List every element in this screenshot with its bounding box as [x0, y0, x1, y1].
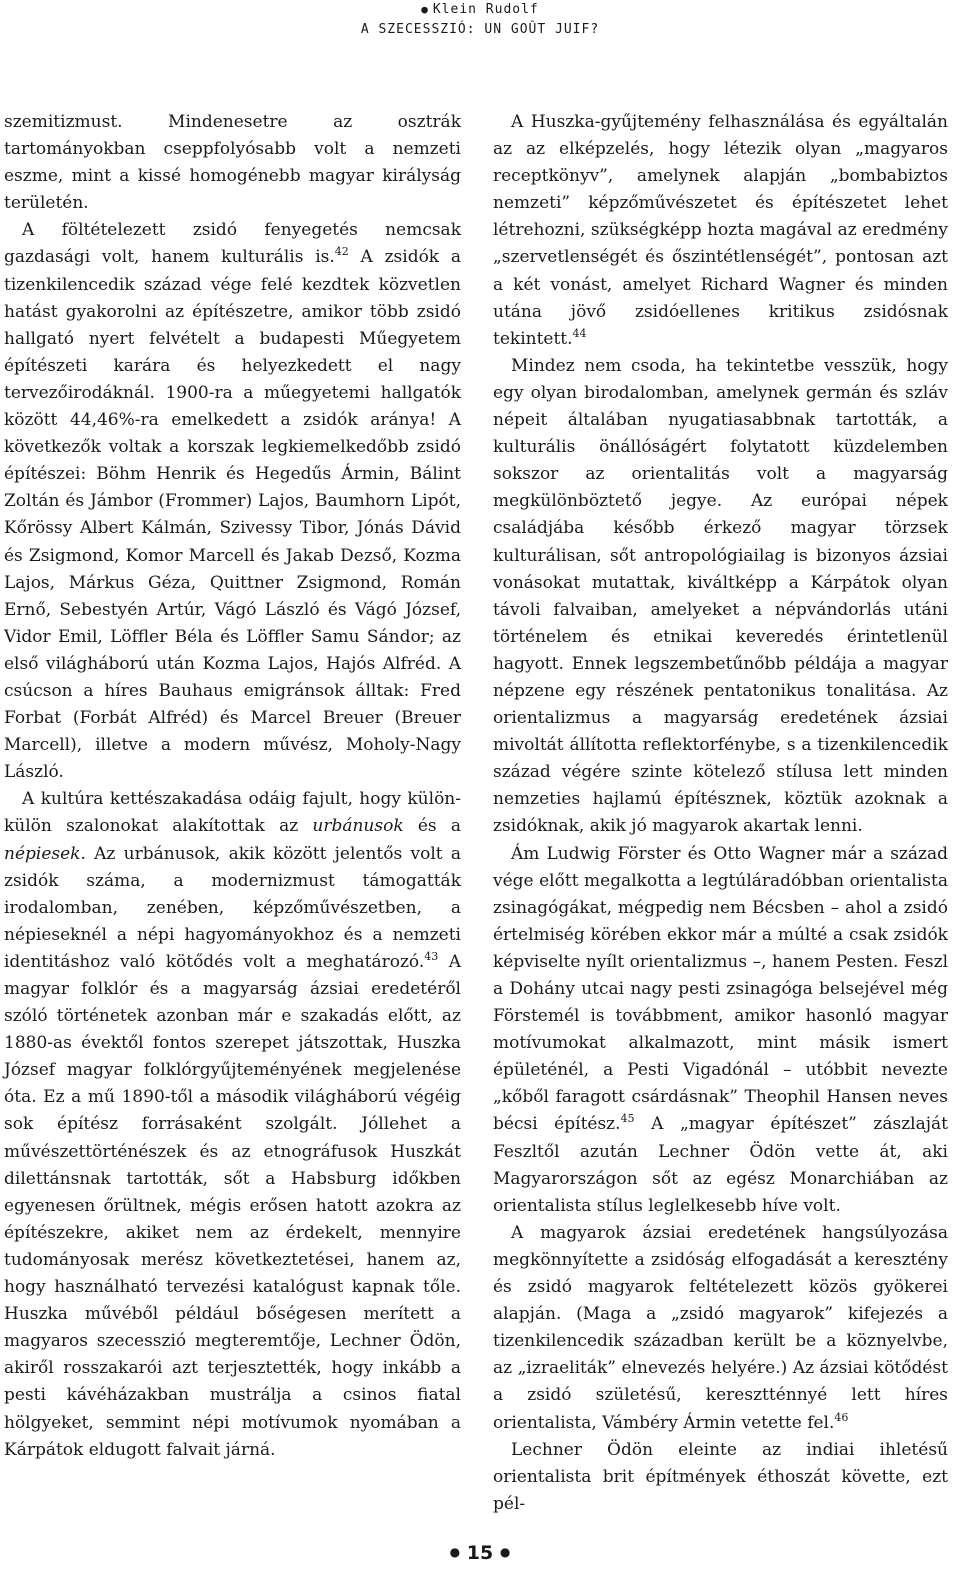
text: A kultúra kettészakadása odáig fajult, hogy külön-külön szalonokat alakítottak az [4, 789, 461, 837]
text: A Huszka-gyűjtemény felhasználása és egyáltalán az az elképzelés, hogy létezik olyan „magyaros receptkönyv”, amelynek alapján „bombabiztos nemzeti” képzőművészetet és építészetet lehet létrehozni, szükségképp hozta magával az eredmény „szervetlenségét és őszintétlenségét”, pontosan azt a két vonást, amelyet Richard Wagner és minden utána jövő zsidóellenes kritikus zsidósnak tekintett. [493, 112, 948, 349]
text: A föltételezett zsidó fenyegetés nemcsak gazdasági volt, hanem kulturális is. [4, 220, 461, 268]
footnote-ref-43: 43 [424, 949, 439, 963]
bullet-icon: ● [499, 1545, 511, 1559]
header-author-line [0, 0, 960, 20]
footnote-ref-46: 46 [834, 1410, 849, 1424]
bullet-icon: ● [421, 3, 429, 16]
bullet-icon: ● [449, 1545, 461, 1559]
text: A magyar folklór és a magyarság ázsiai eredetéről szóló történetek azonban már e szakadás előtt, az 1880-as évektől fontos szerepet játszottak, Huszka József magyar folklórgyűjteményének megjelenése óta. Ez a mű 1890-től a második világháború végéig sok építész forrásaként szolgált. Jóllehet a művészettörténészek és az etnográfusok Huszkát dilettánsnak tartották, sőt a Habsburg időkben egyenesen őrültnek, mégis erősen hatott azokra az építészekre, akiket nem az érdekelt, mennyire tudományosak merész következtetései, hanem az, hogy használható tervezési katalógust kapnak tőle. Huszka művéből például bőségesen merített a magyaros szecesszió megteremtője, Lechner Ödön, akiről rosszakarói azt terjesztették, hogy inkább a pesti kávéházakban mustrálja a csinos fiatal hölgyeket, semmint népi motívumok nyomában a Kárpátok eldugott falvait járná. [4, 951, 461, 1460]
paragraph: szemitizmust. Mindenesetre az osztrák tartományokban cseppfolyósabb volt a nemzeti eszme, mint a kissé homogénebb magyar királyság területén. [4, 112, 461, 214]
paragraph [493, 109, 948, 353]
footnote-ref-45: 45 [620, 1112, 635, 1126]
text: Ám Ludwig Förster és Otto Wagner már a század vége előtt megalkotta a legtúláradóbban orientalista zsinagógákat, mégpedig nem Bécsben – ahol a zsidó értelmiség körében ekkor már a múlté a csak zsidók képviselte nyílt orientalizmus –, hanem Pesten. Feszl a Dohány utcai nagy pesti zsinagóga belsejével még Förstemél is továbbment, amikor hasonló magyar motívumokat alkalmazott, mint másik ismert épületénél, a Pesti Vigadónál – utóbbit nevezte „kőből faragott csárdásnak” Theophil Hansen neves bécsi építész. [493, 843, 948, 1135]
text: A „magyar építészet” zászlaját Feszltől azután Lechner Ödön vette át, aki Magyarországon sőt az egész Monarchiában az orientalista stílus leglelkesebb híve volt. [493, 1114, 948, 1216]
header-title: A SZECESSZIÓ: UN GOÛT JUIF? [360, 22, 600, 37]
page-number: 15 [466, 1542, 494, 1564]
right-column [493, 109, 948, 1518]
footnote-ref-42: 42 [334, 245, 349, 259]
paragraph [493, 841, 948, 1220]
paragraph [4, 217, 461, 786]
italic-term-nepiesek: népiesek [4, 843, 81, 864]
header-author: Klein Rudolf [432, 2, 539, 17]
running-header [0, 0, 960, 40]
paragraph [493, 1220, 948, 1437]
text: . Az urbánusok, akik között jelentős volt a zsidók száma, a modernizmust támogatták irodalomban, zenében, képzőművészetben, a népieseknél a népi hagyományokhoz és a nemzeti identitáshoz való kötődés volt a meghatározó. [4, 843, 461, 972]
left-column [4, 109, 461, 1464]
text: A magyarok ázsiai eredetének hangsúlyozása megkönnyítette a zsidóság elfogadását a keresztény és zsidó magyarok feltételezett közös gyökerei alapján. (Maga a „zsidó magyarok” kifejezés a tizenkilencedik században került be a köznyelvbe, az „izraeliták” elnevezés helyére.) Az ázsiai kötődést a zsidó születésű, keresztténnyé lett híres orientalista, Vámbéry Ármin vetette fel. [493, 1222, 948, 1433]
text: és a [403, 816, 461, 837]
footnote-ref-44: 44 [572, 326, 587, 340]
paragraph [4, 786, 461, 1463]
page-number-footer [0, 1542, 960, 1564]
paragraph: Mindez nem csoda, ha tekintetbe vesszük, hogy egy olyan birodalomban, amelynek germán és szláv népeit általában nyugatiasabbnak tartották, a kulturális önállóságért folytatott küzdelemben sokszor az orientalitás volt a magyarság megkülönböztető jegye. Az európai népek családjába később érkező magyar törzsek kulturálisan, sőt antropológiailag is bizonyos ázsiai vonásokat mutattak, kiváltképp a Kárpátok olyan távoli falvaiban, amelyeket a népvándorlás utáni történelem és etnikai keveredés érintetlenül hagyott. Ennek legszembetűnőbb példája a magyar népzene egy részének pentatonikus tonalitása. Az orientalizmus a magyarság eredetének ázsiai mivoltát állította reflektorfénybe, s a tizenkilencedik század végére szinte kötelező stílusa lett minden nemzeties hajlamú építésznek, köztük azoknak a zsidóknak, akik jó magyarok akartak lenni. [493, 355, 948, 837]
text: A zsidók a tizenkilencedik század vége felé kezdtek közvetlen hatást gyakorolni az építészetre, amikor több zsidó hallgató nyert felvételt a budapesti Műegyetem építészeti karára és helyezkedett el nagy tervezőirodáknál. 1900-ra a műegyetemi hallgatók között 44,46%-ra emelkedett a zsidók aránya! A következők voltak a korszak legkiemelkedőbb zsidó építészei: Böhm Henrik és Hegedűs Ármin, Bálint Zoltán és Jámbor (Frommer) Lajos, Baumhorn Lipót, Kőrössy Albert Kálmán, Szivessy Tibor, Jónás Dávid és Zsigmond, Komor Marcell és Jakab Dezső, Kozma Lajos, Márkus Géza, Quittner Zsigmond, Román Ernő, Sebestyén Artúr, Vágó László és Vágó József, Vidor Emil, Löffler Béla és Löffler Samu Sándor; az első világháború után Kozma Lajos, Hajós Alfréd. A csúcson a híres Bauhaus emigránsok álltak: Fred Forbat (Forbát Alfréd) és Marcel Breuer (Breuer Marcell), illetve a modern művész, Moholy-Nagy László. [4, 247, 461, 783]
paragraph: Lechner Ödön eleinte az indiai ihletésű orientalista brit építmények éthoszát követte, ezt pél- [493, 1439, 948, 1514]
italic-term-urbanusok: urbánusok [312, 816, 404, 837]
